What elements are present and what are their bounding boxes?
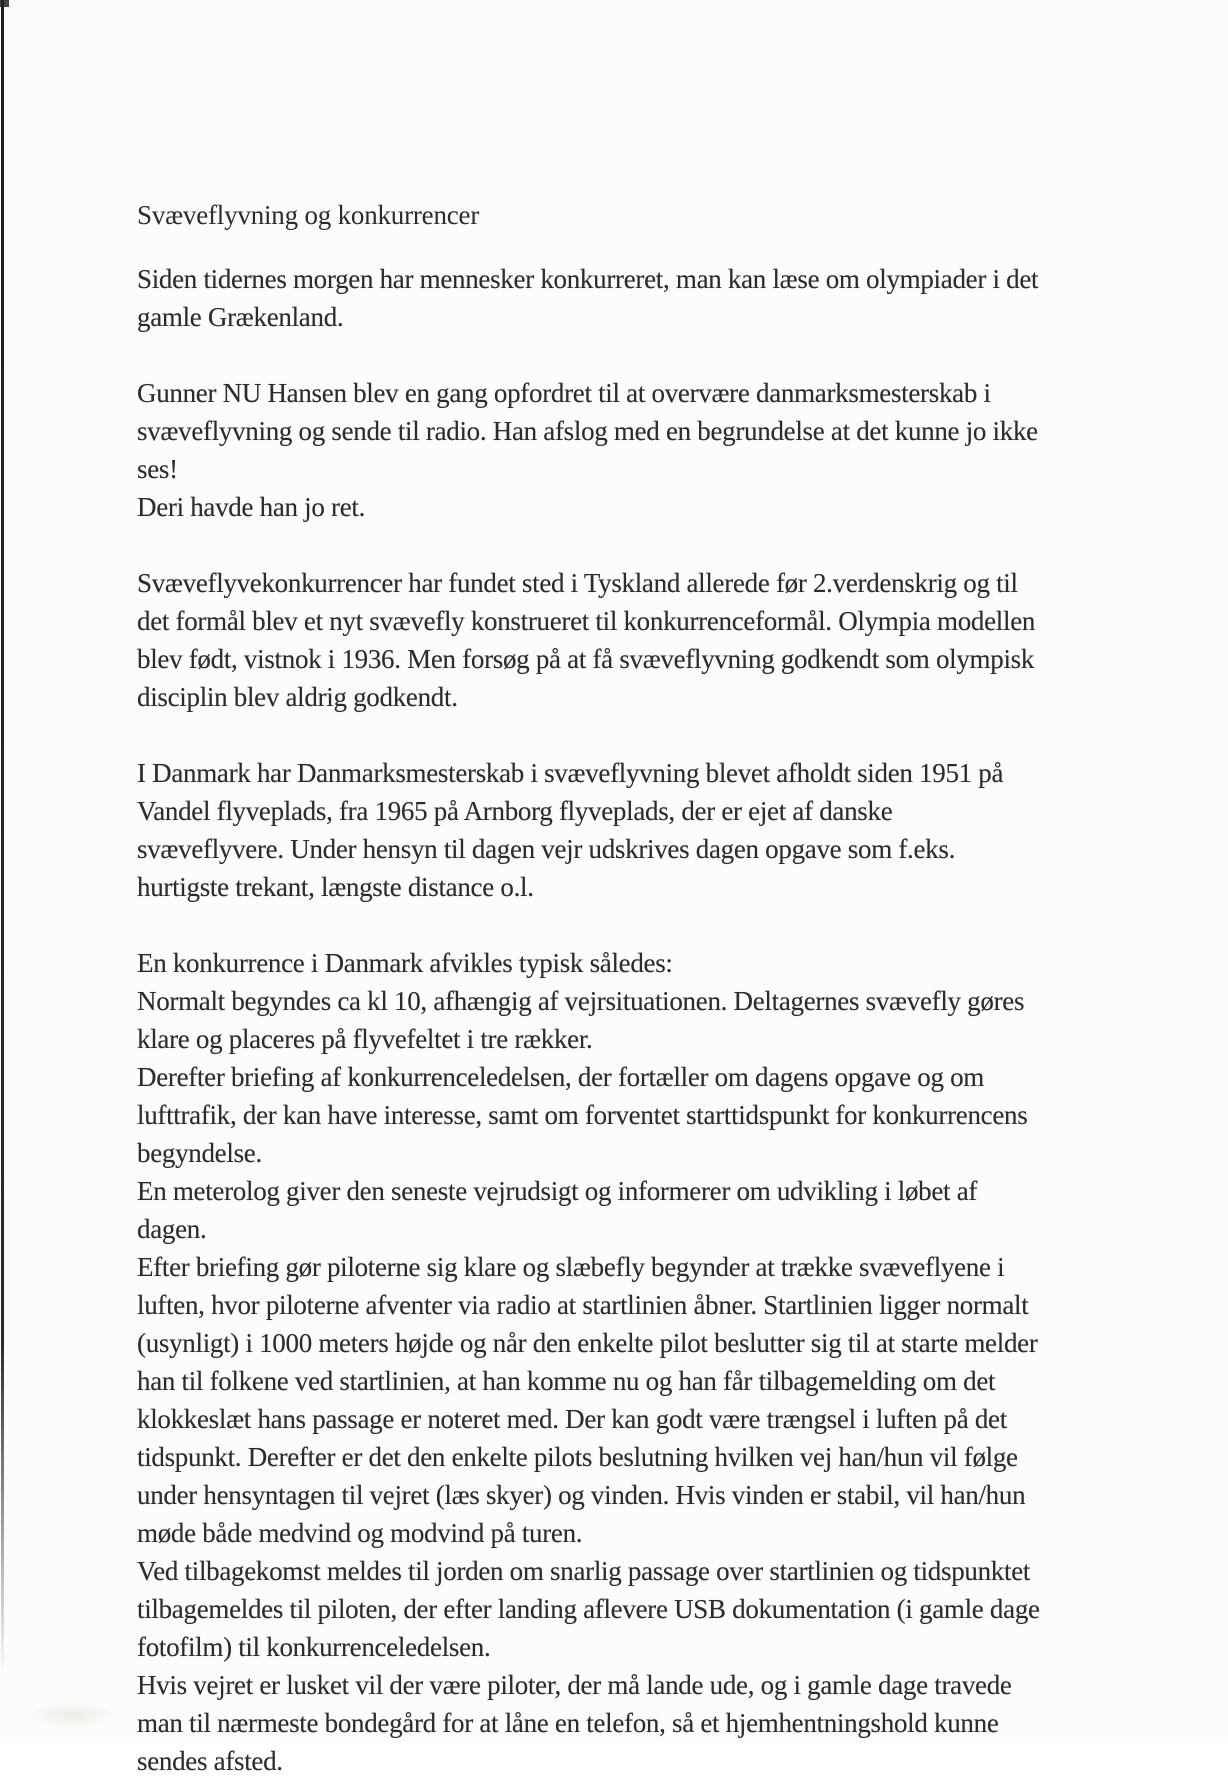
paragraph [137,564,1097,716]
paragraph [137,754,1097,906]
text-line: svæveflyvere. Under hensyn til dagen vejr udskrives dagen opgave som f.eks. [137,834,956,864]
paragraph [137,260,1097,336]
text-line: Ved tilbagekomst meldes til jorden om snarlig passage over startlinien og tidspunktet [137,1556,1031,1586]
text-line: klokkeslæt hans passage er noteret med. Der kan godt være trængsel i luften på det [137,1404,1007,1434]
text-line: Deri havde han jo ret. [137,492,366,522]
text-line: blev født, vistnok i 1936. Men forsøg på at få svæveflyvning godkendt som olympisk [137,644,1035,674]
document-title: Svæveflyvning og konkurrencer [137,200,480,230]
text-line: Efter briefing gør piloterne sig klare og slæbefly begynder at trække svæveflyene i [137,1252,1005,1282]
text-line: under hensyntagen til vejret (læs skyer) og vinden. Hvis vinden er stabil, vil han/hun [137,1480,1026,1510]
text-line: I Danmark har Danmarksmesterskab i svæveflyvning blevet afholdt siden 1951 på [137,758,1004,788]
paragraph [137,944,1097,1780]
text-line: møde både medvind og modvind på turen. [137,1518,583,1548]
text-line: Normalt begyndes ca kl 10, afhængig af vejrsituationen. Deltagernes svævefly gøres [137,986,1025,1016]
text-line: disciplin blev aldrig godkendt. [137,682,458,712]
text-line: En meterolog giver den seneste vejrudsigt og informerer om udvikling i løbet af [137,1176,978,1206]
document-body [137,260,1097,1780]
text-line: svæveflyvning og sende til radio. Han afslog med en begrundelse at det kunne jo ikke [137,416,1038,446]
text-line: Gunner NU Hansen blev en gang opfordret til at overvære danmarksmesterskab i [137,378,991,408]
text-line: hurtigste trekant, længste distance o.l. [137,872,534,902]
text-line: gamle Grækenland. [137,302,344,332]
document-content [137,196,1097,1780]
text-line: man til nærmeste bondegård for at låne en telefon, så et hjemhentningshold kunne [137,1708,999,1738]
text-line: En konkurrence i Danmark afvikles typisk således: [137,948,673,978]
text-line: luften, hvor piloterne afventer via radio at startlinien åbner. Startlinien ligger normalt [137,1290,1029,1320]
text-line: tidspunkt. Derefter er det den enkelte pilots beslutning hvilken vej han/hun vil følge [137,1442,1018,1472]
text-line: dagen. [137,1214,207,1244]
text-line: Siden tidernes morgen har mennesker konkurreret, man kan læse om olympiader i det [137,264,1039,294]
text-line: begyndelse. [137,1138,262,1168]
text-line: klare og placeres på flyvefeltet i tre rækker. [137,1024,593,1054]
scan-edge-artifact [1,0,4,1676]
scan-corner-mark [0,0,9,7]
text-line: ses! [137,454,178,484]
scan-smudge-artifact [28,1702,118,1728]
text-line: det formål blev et nyt svævefly konstrueret til konkurrenceformål. Olympia modellen [137,606,1036,636]
paragraph [137,374,1097,526]
text-line: fotofilm) til konkurrenceledelsen. [137,1632,491,1662]
text-line: Svæveflyvekonkurrencer har fundet sted i Tyskland allerede før 2.verdenskrig og til [137,568,1018,598]
text-line: lufttrafik, der kan have interesse, samt om forventet starttidspunkt for konkurrencens [137,1100,1028,1130]
text-line: Derefter briefing af konkurrenceledelsen, der fortæller om dagens opgave og om [137,1062,985,1092]
text-line: han til folkene ved startlinien, at han komme nu og han får tilbagemelding om det [137,1366,996,1396]
text-line: sendes afsted. [137,1746,283,1776]
text-line: tilbagemeldes til piloten, der efter landing aflevere USB dokumentation (i gamle dage [137,1594,1040,1624]
text-line: Vandel flyveplads, fra 1965 på Arnborg flyveplads, der er ejet af danske [137,796,893,826]
text-line: Hvis vejret er lusket vil der være piloter, der må lande ude, og i gamle dage travede [137,1670,1012,1700]
text-line: (usynligt) i 1000 meters højde og når den enkelte pilot beslutter sig til at starte melder [137,1328,1038,1358]
